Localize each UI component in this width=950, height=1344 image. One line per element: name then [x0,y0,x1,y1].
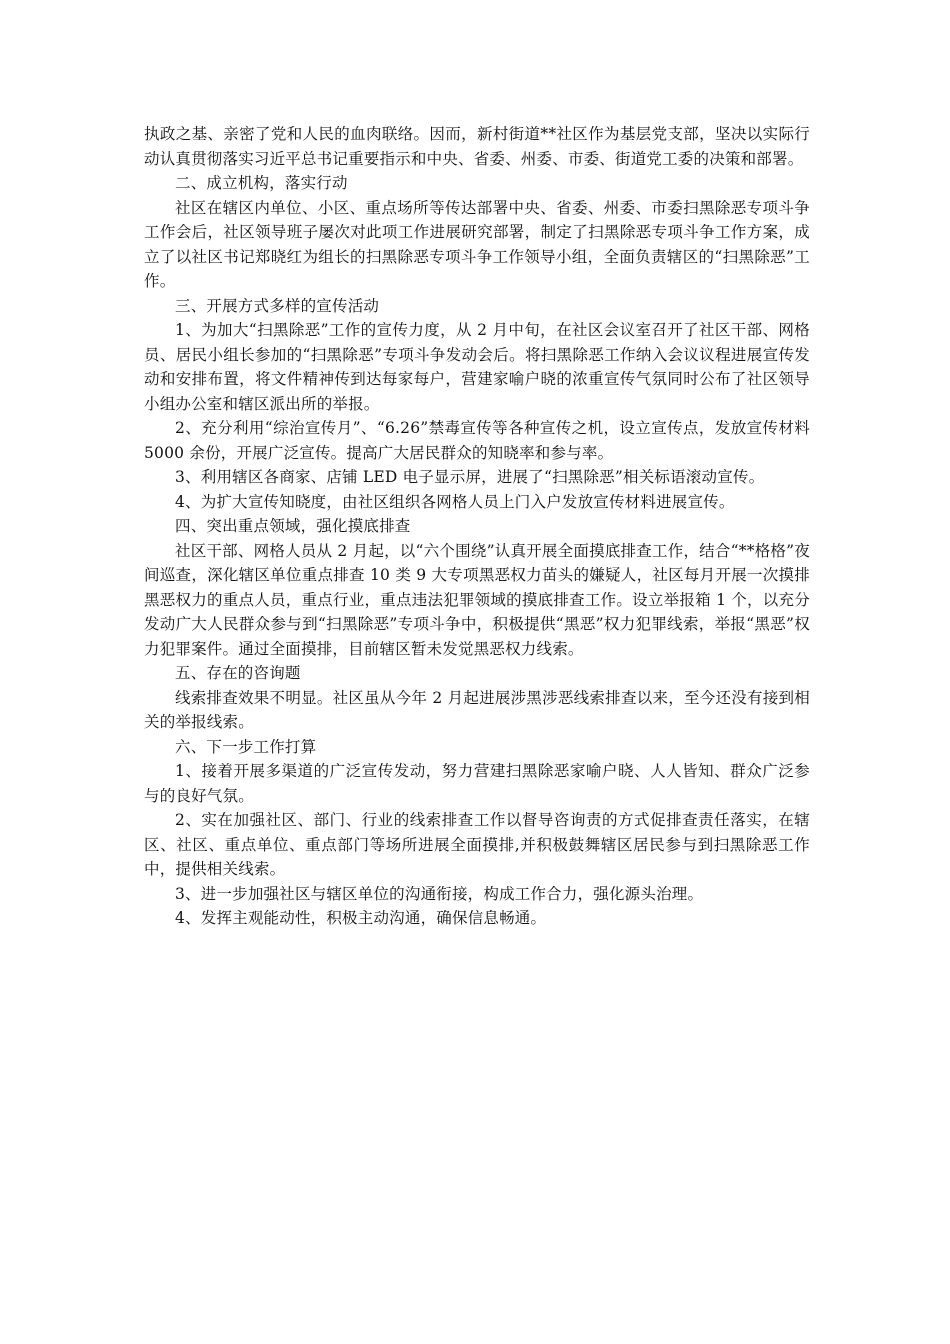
paragraph: 4、发挥主观能动性，积极主动沟通，确保信息畅通。 [175,909,547,927]
section-heading-2: 二、成立机构，落实行动 [175,174,348,192]
paragraph: 2、充分利用“综治宣传月”、“6.26”禁毒宣传等各种宣传之机，设立宣传点，发放宣传材料 5000 余份，开展广泛宣传。提高广大居民群众的知晓率和参与率。 [144,419,810,462]
section-heading-5: 五、存在的咨询题 [175,664,301,682]
document-body [144,122,810,931]
paragraph: 社区干部、网格人员从 2 月起，以“六个围绕”认真开展全面摸底排查工作，结合“**格格”夜间巡查，深化辖区单位重点排查 10 类 9 大专项黑恶权力苗头的嫌疑人，社区每月开展一次摸排黑恶权力的重点人员，重点行业，重点违法犯罪领域的摸底排查工作。设立举报箱 1 个，以充分发动广大人民群众参与到“扫黑除恶”专项斗争中，积极提供“黑恶”权力犯罪线索，举报“黑恶”权力犯罪案件。通过全面摸排，目前辖区暂未发觉黑恶权力线索。 [144,541,810,658]
section-heading-3: 三、开展方式多样的宣传活动 [175,296,380,315]
paragraph: 社区在辖区内单位、小区、重点场所等传达部署中央、省委、州委、市委扫黑除恶专项斗争工作会后，社区领导班子屡次对此项工作进展研究部署，制定了扫黑除恶专项斗争工作方案，成立了以社区书记郑晓红为组长的扫黑除恶专项斗争工作领导小组，全面负责辖区的“扫黑除恶”工作。 [144,198,810,290]
paragraph-intro-continuation: 执政之基、亲密了党和人民的血肉联络。因而，新村街道**社区作为基层党支部，坚决以实际行动认真贯彻落实习近平总书记重要指示和中央、省委、州委、市委、街道党工委的决策和部署。 [144,125,810,168]
paragraph: 4、为扩大宣传知晓度，由社区组织各网格人员上门入户发放宣传材料进展宣传。 [175,492,735,511]
paragraph: 2、实在加强社区、部门、行业的线索排查工作以督导咨询责的方式促排查责任落实，在辖区、社区、重点单位、重点部门等场所进展全面摸排,并积极鼓舞辖区居民参与到扫黑除恶工作中，提供相关线索。 [144,811,810,878]
section-heading-4: 四、突出重点领域，强化摸底排查 [175,517,411,535]
paragraph: 3、进一步加强社区与辖区单位的沟通衔接，构成工作合力，强化源头治理。 [175,884,704,903]
paragraph: 1、为加大“扫黑除恶”工作的宣传力度，从 2 月中旬，在社区会议室召开了社区干部、网格员、居民小组长参加的“扫黑除恶”专项斗争发动会后。将扫黑除恶工作纳入会议议程进展宣传发动和安排布置，将文件精神传到达每家每户，营建家喻户晓的浓重宣传气氛同时公布了社区领导小组办公室和辖区派出所的举报。 [144,321,810,413]
paragraph: 线索排查效果不明显。社区虽从今年 2 月起进展涉黑涉恶线索排查以来，至今还没有接到相关的举报线索。 [144,688,810,731]
section-heading-6: 六、下一步工作打算 [175,737,317,756]
paragraph: 3、利用辖区各商家、店铺 LED 电子显示屏，进展了“扫黑除恶”相关标语滚动宣传。 [175,468,765,486]
paragraph: 1、接着开展多渠道的广泛宣传发动，努力营建扫黑除恶家喻户晓、人人皆知、群众广泛参与的良好气氛。 [144,762,810,805]
